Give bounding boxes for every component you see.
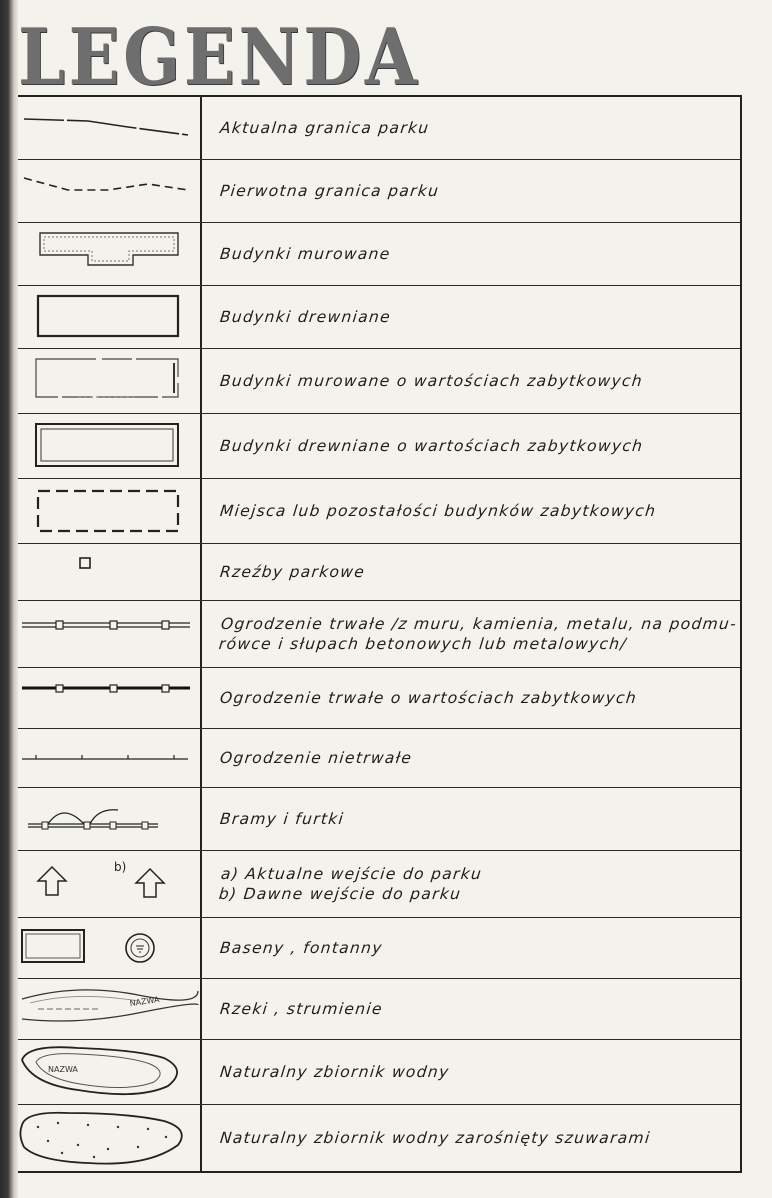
legend-row [18,788,740,851]
historic-wooden-building-icon [18,414,202,478]
water-body-name-label: NAZWA [48,1065,78,1074]
legend-row [18,544,740,601]
legend-label: Budynki murowane [219,245,392,263]
legend-row [18,601,740,668]
page-binding-edge [0,0,18,1198]
legend-label: Ogrodzenie nietrwałe [219,749,414,767]
legend-row [18,979,740,1040]
legend-label-line: Ogrodzenie trwałe /z muru, kamienia, metalu, na podmu- [220,615,739,633]
entrance-arrow-icon [18,851,202,917]
legend-row [18,668,740,729]
page-title: LEGENDA [18,12,421,103]
sculpture-square-icon [18,544,202,600]
temporary-fence-icon [18,729,202,787]
legend-label: Miejsca lub pozostałości budynków zabytkowych [219,502,658,520]
entrance-b-marker: b) [114,860,127,874]
legend-row [18,851,740,918]
legend-label-line: rówce i słupach betonowych lub metalowych/ [218,635,628,653]
legend-label: Rzeki , strumienie [219,1000,384,1018]
historic-brick-building-icon [18,349,202,413]
legend-row [18,223,740,286]
legend-label: Budynki murowane o wartościach zabytkowych [219,372,644,390]
legend-label: Naturalny zbiornik wodny zarośnięty szuwarami [219,1129,652,1147]
legend-row [18,918,740,979]
legend-row [18,1040,740,1105]
legend-row [18,1105,740,1171]
legend-label: Naturalny zbiornik wodny [219,1063,451,1081]
brick-building-icon [18,223,202,285]
legend-label-line: a) Aktualne wejście do parku [220,865,484,883]
legend-label-line: b) Dawne wejście do parku [218,885,463,903]
legend-label: Budynki drewniane [219,308,392,326]
river-icon [18,979,202,1039]
legend-row [18,414,740,479]
permanent-fence-icon [18,601,202,667]
gate-icon [18,788,202,850]
legend-row [18,729,740,788]
legend-label [199,851,744,917]
legend-label: Baseny , fontanny [219,939,384,957]
legend-label: Bramy i furtki [219,810,346,828]
pool-fountain-icon [18,918,202,978]
legend-label: Ogrodzenie trwałe o wartościach zabytkowych [219,689,638,707]
river-name-label: NAZWA [129,995,160,1009]
legend-label [199,601,744,667]
reed-overgrown-water-body-icon [18,1105,202,1171]
legend-row [18,160,740,223]
wooden-building-icon [18,286,202,348]
historic-fence-icon [18,668,202,728]
legend-label: Rzeźby parkowe [219,563,367,581]
legend-row [18,479,740,544]
legend-row [18,286,740,349]
legend-row [18,349,740,414]
legend-label: Budynki drewniane o wartościach zabytkowych [219,437,645,455]
legend-label: Pierwotna granica parku [219,182,441,200]
current-boundary-line-icon [18,97,202,159]
original-boundary-dashed-line-icon [18,160,202,222]
building-remains-dashed-rect-icon [18,479,202,543]
legend-table [18,95,742,1173]
legend-row [18,97,740,160]
natural-water-body-icon [18,1040,202,1104]
legend-label: Aktualna granica parku [219,119,431,137]
